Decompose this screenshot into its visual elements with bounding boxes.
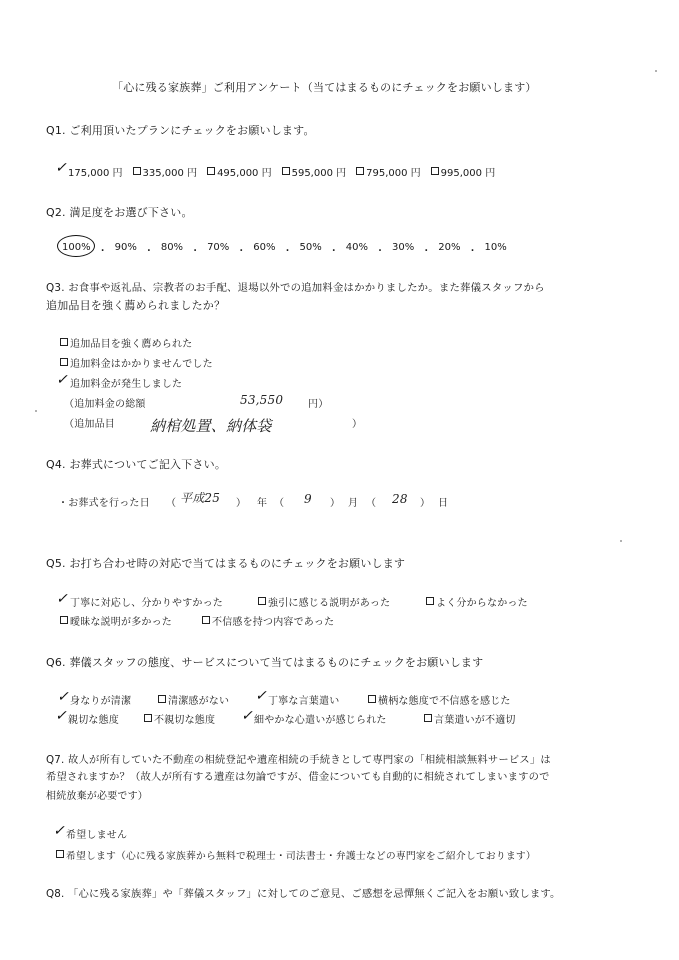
- q1-option-6-label: 995,000 円: [440, 168, 496, 179]
- checkbox-icon: [368, 695, 376, 703]
- q7-label-line1: Q7. 故人が所有していた不動産の相続登記や遺産相続の手続きとして専門家の「相続相談無料サービス」は: [46, 754, 551, 766]
- checkbox-icon: [60, 338, 68, 346]
- q1-option-4[interactable]: [282, 164, 347, 179]
- checkbox-icon: [158, 695, 166, 703]
- q5-option-1-label: 丁寧に対応し、分かりやすかった: [70, 598, 223, 609]
- q1-option-2-label: 335,000 円: [142, 168, 198, 179]
- q5-option-4-label: 曖昧な説明が多かった: [70, 617, 172, 628]
- q5-label: Q5. お打ち合わせ時の対応で当てはまるものにチェックをお願いします: [46, 557, 406, 570]
- q3-option-2[interactable]: [60, 358, 213, 371]
- q4-close-paren-1: ）: [236, 498, 247, 509]
- q2-option-5[interactable]: 60%: [253, 242, 276, 253]
- q3-total-label: （追加料金の総額: [64, 399, 146, 410]
- q3-option-3-label: 追加料金が発生しました: [70, 379, 183, 390]
- q4-label: Q4. お葬式についてご記入下さい。: [46, 458, 227, 471]
- q1-option-1-label: 175,000 円: [68, 168, 123, 179]
- q4-date-label: ・お葬式を行った日: [58, 498, 150, 509]
- q6-option-3-label: 丁寧な言葉遣い: [268, 696, 340, 707]
- q1-option-5[interactable]: [356, 164, 421, 179]
- q4-open-paren-1: （: [166, 498, 177, 509]
- q1-option-1[interactable]: [55, 160, 123, 179]
- scan-speck: [655, 70, 657, 72]
- q4-day-unit: 日: [438, 498, 449, 509]
- q1-option-3[interactable]: [207, 164, 272, 179]
- q2-option-6[interactable]: 50%: [299, 242, 322, 253]
- q7-option-2-label: 希望します（心に残る家族葬から無料で税理士・司法書士・弁護士などの専門家をご紹介しております）: [66, 851, 536, 862]
- q4-day[interactable]: 28: [392, 492, 408, 506]
- q6-option-7-label: 細やかな心遣いが感じられた: [254, 715, 387, 726]
- check-mark-icon: ✓: [55, 708, 67, 724]
- q1-option-6[interactable]: [431, 164, 496, 179]
- q6-option-1-label: 身なりが清潔: [70, 696, 132, 707]
- q6-option-5[interactable]: [55, 708, 119, 727]
- q3-total-unit: 円）: [308, 399, 329, 410]
- checkbox-icon: [356, 167, 364, 175]
- q2-option-9[interactable]: 20%: [438, 242, 461, 253]
- q6-option-7[interactable]: [241, 708, 387, 727]
- q3-option-2-label: 追加料金はかかりませんでした: [70, 359, 213, 370]
- q3-option-3[interactable]: [56, 372, 183, 391]
- q4-close-paren-2: ）: [330, 498, 341, 509]
- q2-label: Q2. 満足度をお選び下さい。: [46, 206, 193, 219]
- q1-option-4-label: 595,000 円: [291, 168, 347, 179]
- q2-options: 100% ・ 90% ・ 80% ・ 70% ・ 60% ・ 50% ・ 40% ・ 30% ・ 20% ・ 10%: [62, 242, 507, 257]
- q6-option-4[interactable]: [368, 695, 511, 708]
- q4-year-unit: 年: [257, 498, 268, 509]
- q6-option-2-label: 清潔感がない: [168, 696, 230, 707]
- q7-option-1[interactable]: [53, 823, 128, 842]
- scan-speck: [620, 540, 622, 542]
- q2-option-2[interactable]: 90%: [114, 242, 137, 253]
- q1-options: [55, 160, 496, 179]
- q6-option-8-label: 言葉遣いが不適切: [434, 715, 516, 726]
- q4-month-unit: 月: [348, 498, 359, 509]
- q6-option-3[interactable]: [255, 688, 340, 708]
- q3-items-close: ）: [352, 419, 363, 430]
- q5-option-2[interactable]: [258, 597, 390, 610]
- checkbox-icon: [282, 167, 290, 175]
- q5-option-4[interactable]: [60, 616, 172, 629]
- q6-option-2[interactable]: [158, 695, 229, 708]
- q7-option-2[interactable]: [56, 850, 536, 863]
- checkbox-icon: [56, 850, 64, 858]
- q1-option-3-label: 495,000 円: [217, 168, 272, 179]
- q7-label-line3: 相続放棄が必要です）: [46, 791, 148, 802]
- q6-option-4-label: 横柄な態度で不信感を感じた: [378, 696, 511, 707]
- q6-option-8[interactable]: [424, 714, 516, 727]
- checkbox-icon: [60, 616, 68, 624]
- q4-month[interactable]: 9: [304, 492, 312, 506]
- q2-option-1[interactable]: 100%: [62, 242, 91, 253]
- scan-speck: [35, 410, 37, 412]
- q5-option-5-label: 不信感を持つ内容であった: [212, 617, 335, 628]
- checkbox-icon: [133, 167, 141, 175]
- q2-option-4[interactable]: 70%: [207, 242, 230, 253]
- checkbox-icon: [258, 597, 266, 605]
- q6-option-6[interactable]: [144, 714, 215, 727]
- q4-era-year[interactable]: 平成25: [180, 491, 221, 505]
- q5-option-1[interactable]: [56, 591, 223, 610]
- q3-option-1[interactable]: [60, 338, 192, 351]
- q5-option-3[interactable]: [426, 597, 528, 610]
- q2-option-10[interactable]: 10%: [484, 242, 507, 253]
- checkbox-icon: [202, 616, 210, 624]
- q3-label-line1: Q3. お食事や返礼品、宗教者のお手配、退場以外での追加料金はかかりましたか。また葬儀スタッフから: [46, 282, 545, 294]
- q7-option-1-label: 希望しません: [66, 830, 128, 841]
- q2-option-8[interactable]: 30%: [392, 242, 415, 253]
- checkbox-icon: [431, 167, 439, 175]
- check-mark-icon: ✓: [55, 160, 67, 176]
- q1-option-2[interactable]: [133, 164, 198, 179]
- check-mark-icon: ✓: [56, 591, 68, 607]
- checkbox-icon: [207, 167, 215, 175]
- q6-option-1[interactable]: [57, 689, 132, 708]
- checkbox-icon: [60, 358, 68, 366]
- check-mark-icon: ✓: [241, 708, 253, 724]
- q8-label: Q8. 「心に残る家族葬」や「葬儀スタッフ」に対してのご意見、ご感想を忌憚無くご記入をお願い致します。: [46, 888, 561, 900]
- check-mark-icon: ✓: [53, 823, 65, 839]
- q4-close-paren-3: ）: [420, 498, 431, 509]
- q2-option-3[interactable]: 80%: [160, 242, 184, 253]
- q3-label-line2: 追加品目を強く薦められましたか？: [46, 299, 226, 312]
- checkbox-icon: [424, 714, 432, 722]
- q3-option-1-label: 追加品目を強く薦められた: [70, 339, 193, 350]
- q6-option-6-label: 不親切な態度: [154, 715, 216, 726]
- q4-open-paren-2: （: [274, 498, 285, 509]
- q6-label: Q6. 葬儀スタッフの態度、サービスについて当てはまるものにチェックをお願いします: [46, 656, 484, 669]
- check-mark-icon: ✓: [57, 689, 69, 705]
- survey-title: 「心に残る家族葬」ご利用アンケート（当てはまるものにチェックをお願いします）: [112, 81, 537, 94]
- q5-option-2-label: 強引に感じる説明があった: [268, 598, 391, 609]
- q7-label-line2: 希望されますか？（故人が所有する遺産は勿論ですが、借金についても自動的に相続されてしまいますので: [46, 771, 550, 783]
- q5-option-3-label: よく分からなかった: [436, 598, 528, 609]
- q1-label: Q1. ご利用頂いたプランにチェックをお願いします。: [46, 124, 315, 137]
- q3-items-label: （追加品目: [64, 419, 115, 430]
- check-mark-icon: ✓: [255, 688, 267, 704]
- q5-option-5[interactable]: [202, 616, 334, 629]
- q3-items-value[interactable]: 納棺処置、納体袋: [150, 417, 272, 435]
- q3-total-value[interactable]: 53,550: [240, 393, 284, 407]
- q6-option-5-label: 親切な態度: [68, 715, 119, 726]
- check-mark-icon: ✓: [56, 372, 68, 388]
- q2-option-7[interactable]: 40%: [345, 242, 368, 253]
- q4-open-paren-3: （: [366, 498, 377, 509]
- checkbox-icon: [144, 714, 152, 722]
- q1-option-5-label: 795,000 円: [366, 168, 421, 179]
- checkbox-icon: [426, 597, 434, 605]
